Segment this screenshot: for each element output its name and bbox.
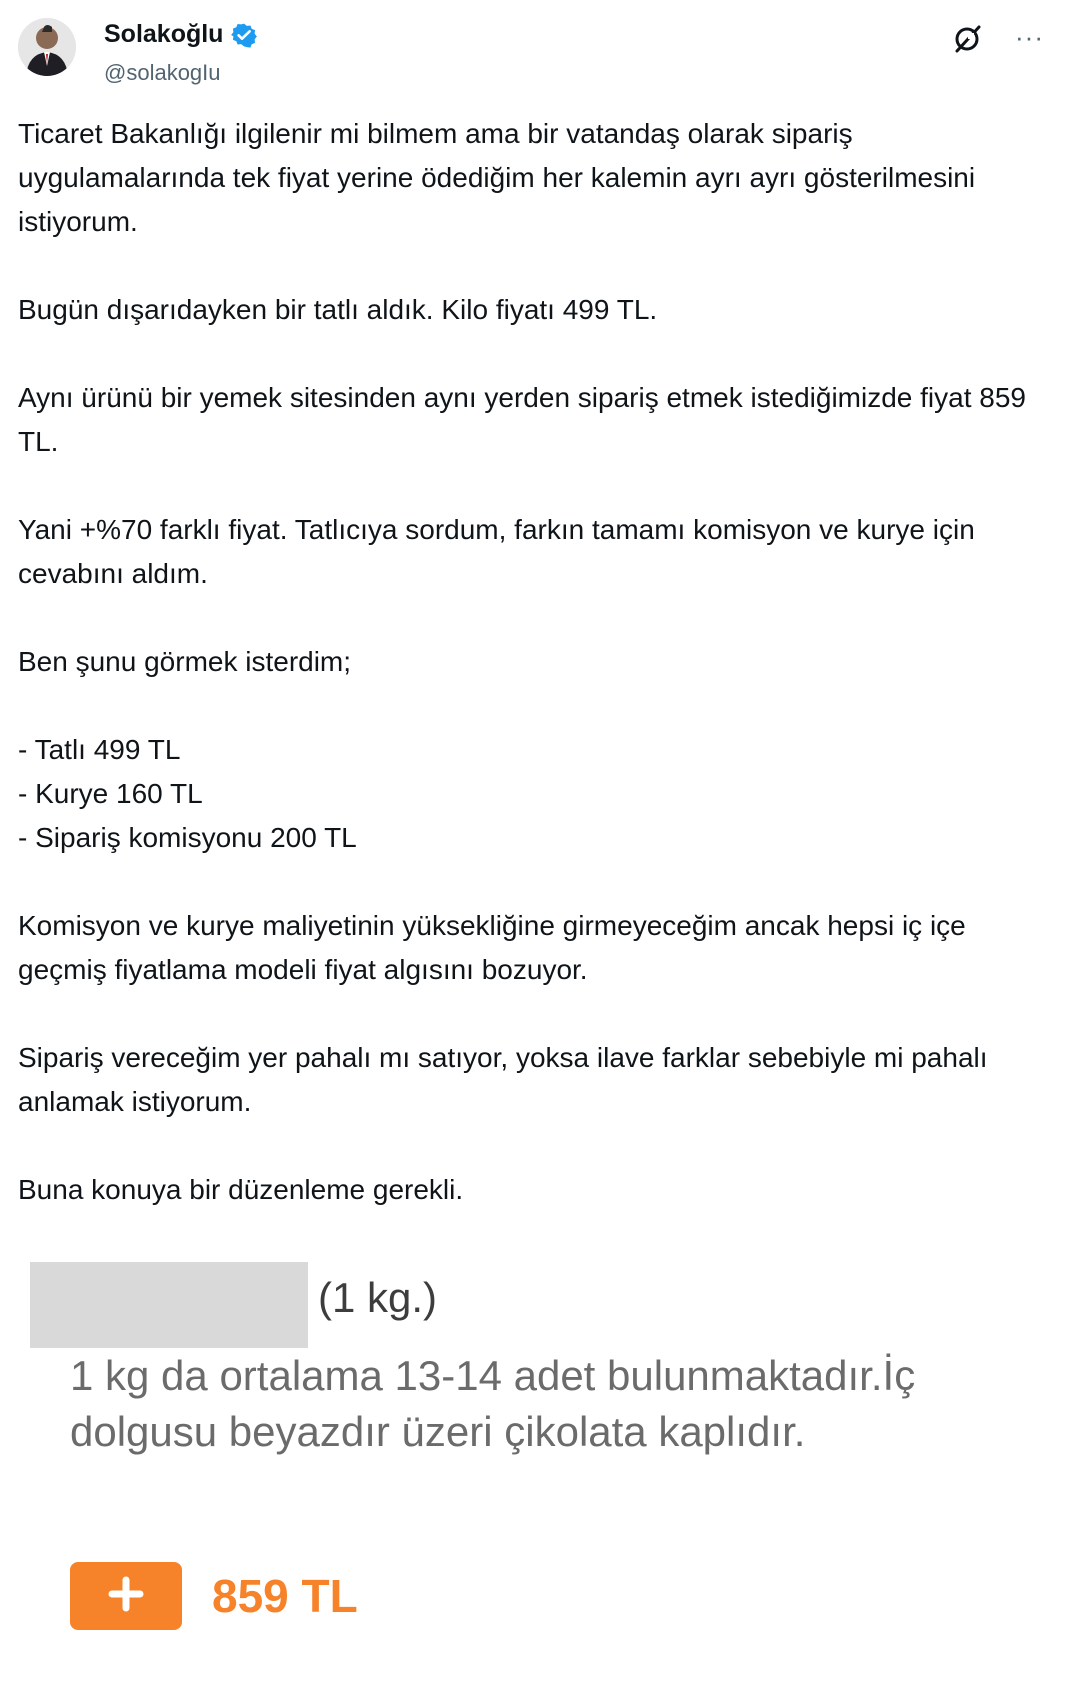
author-handle[interactable]: @solakogIu — [104, 60, 221, 85]
verified-badge-icon — [231, 22, 257, 48]
plus-icon — [106, 1574, 146, 1619]
display-name[interactable]: Solakoğlu — [104, 20, 224, 48]
avatar[interactable] — [18, 18, 76, 76]
product-description: 1 kg da ortalama 13-14 adet bulunmaktadır.İç dolgusu beyazdır üzeri çikolata kaplıdır. — [70, 1352, 916, 1455]
add-to-cart-button[interactable] — [70, 1562, 182, 1630]
grok-icon[interactable] — [952, 24, 982, 54]
tweet-paragraph: Buna konuya bir düzenleme gerekli. — [18, 1174, 464, 1205]
tweet-paragraph: Komisyon ve kurye maliyetinin yüksekliğine girmeyeceğim ancak hepsi iç içe geçmiş fiyatlama modeli fiyat algısını bozuyor. — [18, 910, 966, 985]
product-title-suffix: (1 kg.) — [318, 1274, 438, 1321]
attached-image[interactable] — [18, 1240, 1062, 1698]
tweet-paragraph: Ben şunu görmek isterdim; — [18, 646, 352, 677]
price-breakdown-list — [18, 728, 1058, 860]
list-item: - Kurye 160 TL — [18, 778, 203, 809]
tweet-paragraph: Yani +%70 farklı fiyat. Tatlıcıya sordum, farkın tamamı komisyon ve kurye için cevabını aldım. — [18, 514, 975, 589]
redacted-product-name — [30, 1262, 308, 1348]
tweet-paragraph: Ticaret Bakanlığı ilgilenir mi bilmem ama bir vatandaş olarak sipariş uygulamalarında tek fiyat yerine ödediğim her kalemin ayrı ayrı gösterilmesini istiyorum. — [18, 118, 976, 237]
author-name-row — [104, 20, 257, 49]
tweet-paragraph: Sipariş vereceğim yer pahalı mı satıyor, yoksa ilave farklar sebebiyle mi pahalı anlamak istiyorum. — [18, 1042, 988, 1117]
tweet-header — [0, 0, 1080, 110]
tweet-text — [18, 112, 1058, 1256]
tweet-paragraph: Bugün dışarıdayken bir tatlı aldık. Kilo fiyatı 499 TL. — [18, 294, 658, 325]
more-options-icon[interactable]: ··· — [1015, 22, 1044, 52]
tweet-paragraph: Aynı ürünü bir yemek sitesinden aynı yerden sipariş etmek istediğimizde fiyat 859 TL. — [18, 382, 1026, 457]
product-price: 859 TL — [212, 1570, 358, 1622]
list-item: - Tatlı 499 TL — [18, 734, 181, 765]
list-item: - Sipariş komisyonu 200 TL — [18, 822, 357, 853]
